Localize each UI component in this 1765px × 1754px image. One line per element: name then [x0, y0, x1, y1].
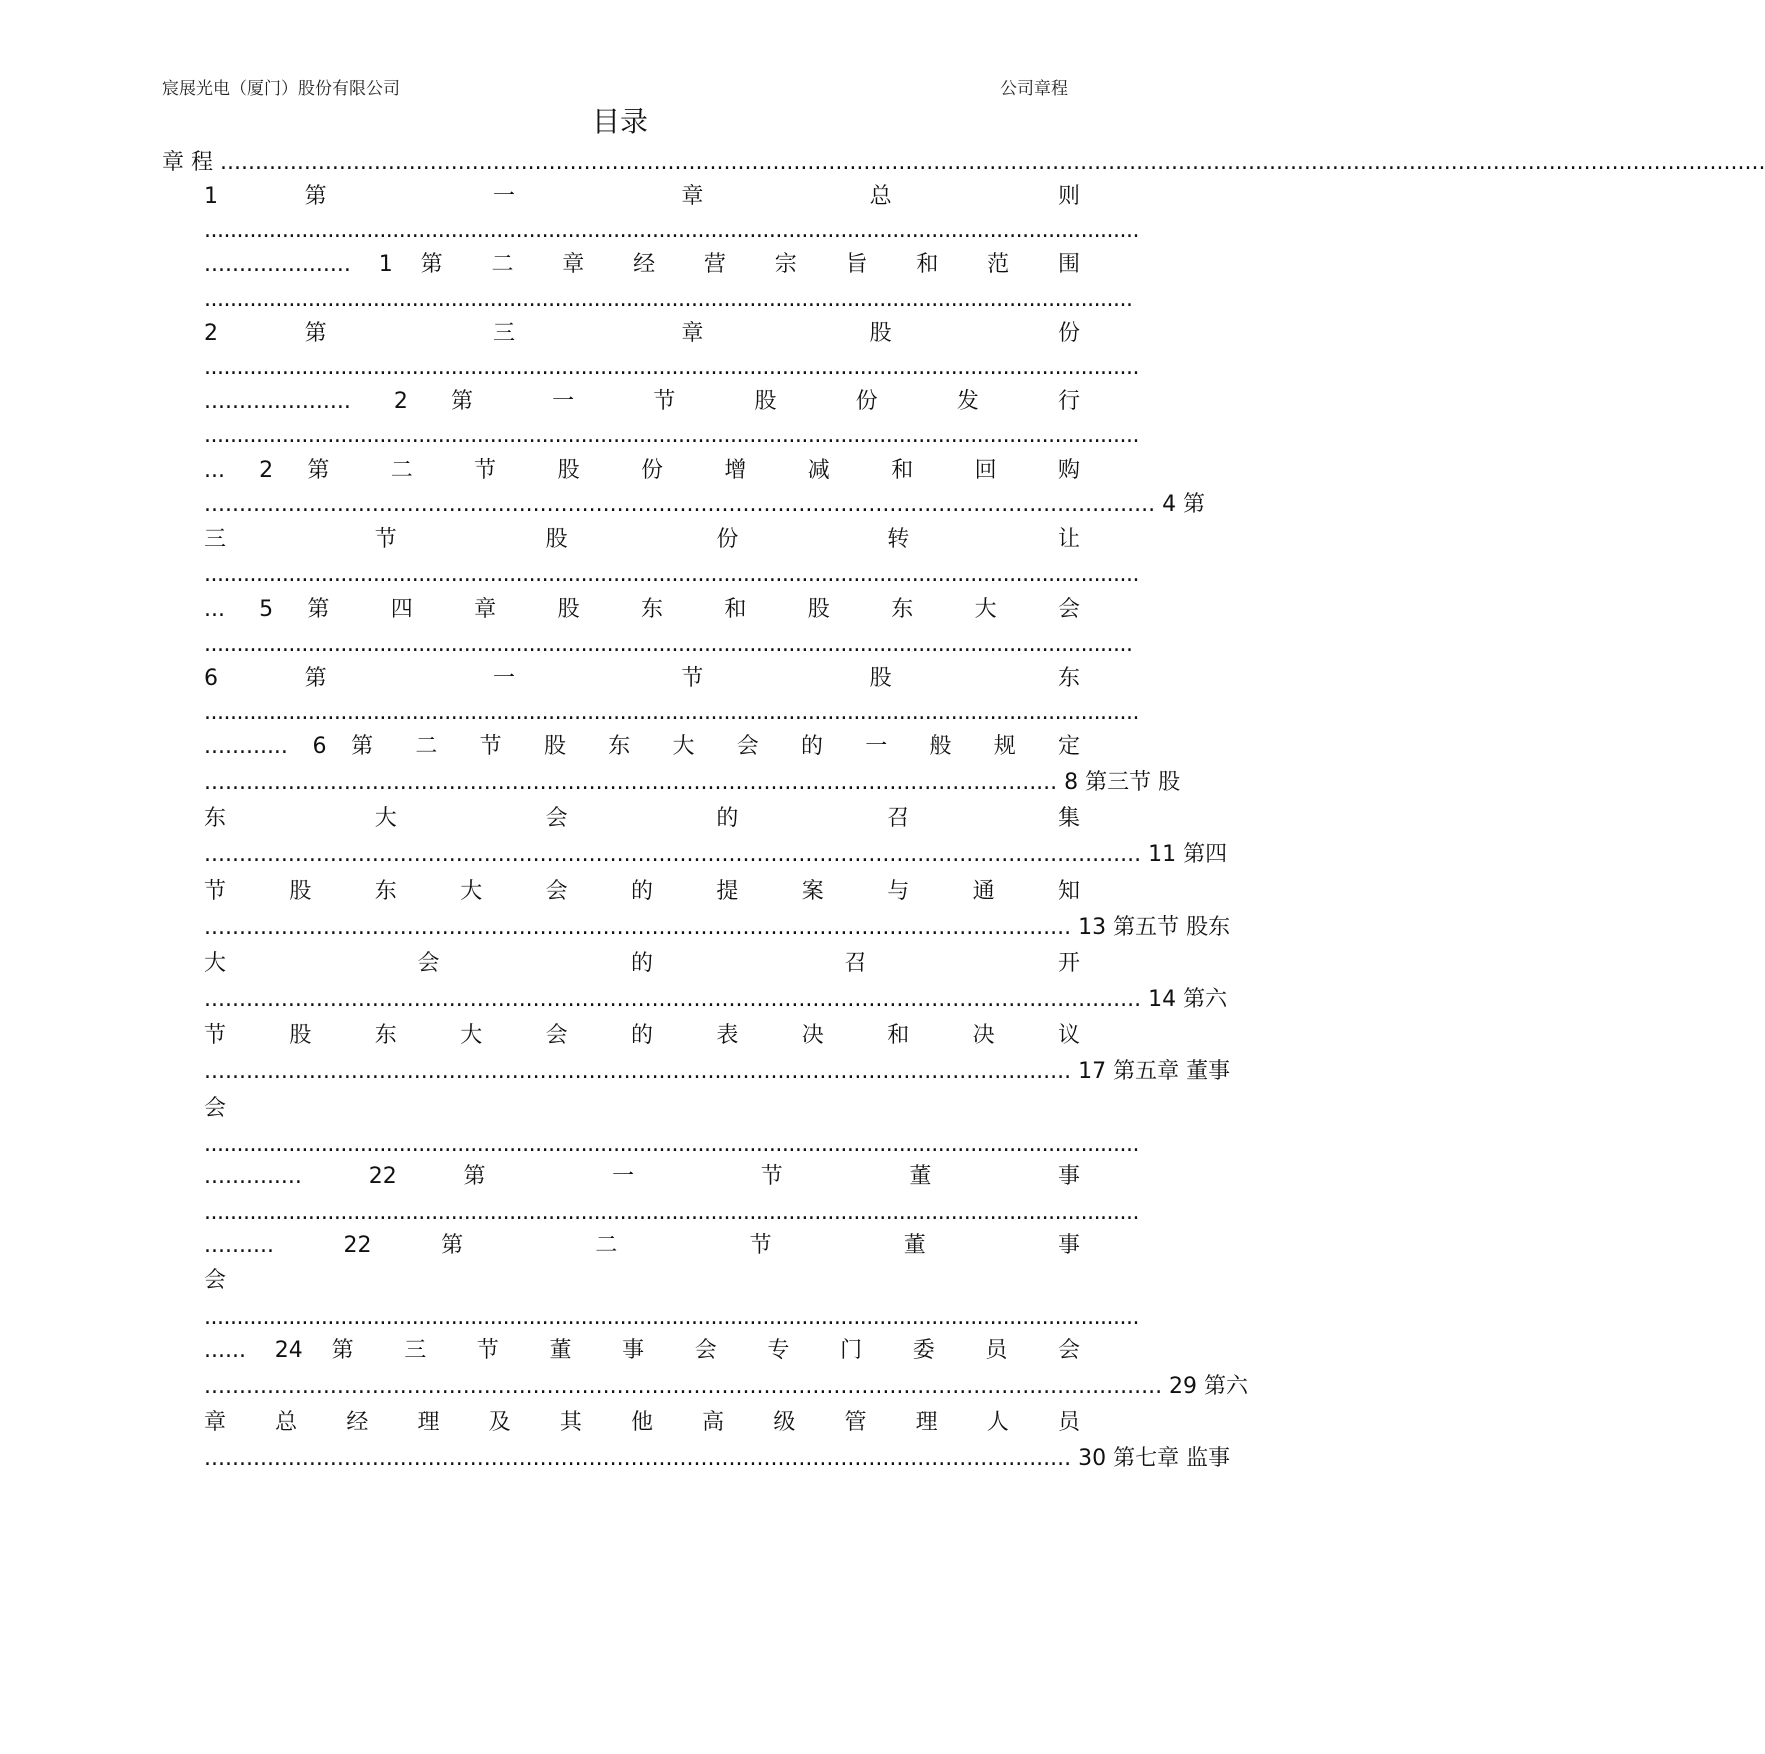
toc-line: ................................................................................................................................................: [204, 700, 1140, 725]
toc-line: ...... 24 第 三 节 董 事 会 专 门 委 员 会: [204, 1338, 1080, 1363]
toc-line: 2 第 三 章 股 份: [204, 321, 1080, 346]
toc-line: 章 总 经 理 及 其 他 高 级 管 理 人 员: [204, 1410, 1080, 1435]
toc-line: 6 第 一 节 股 东: [204, 666, 1080, 691]
toc-line: ........................................................................................................................................ 4 第: [204, 492, 1206, 517]
header-company-name: 宸展光电（厦门）股份有限公司: [162, 79, 400, 99]
toc-line: ...............................................................................................................................................: [204, 287, 1133, 312]
toc-line: ............ 6 第 二 节 股 东 大 会 的 一 般 规 定: [204, 734, 1080, 759]
toc-line: 大 会 的 召 开: [204, 951, 1080, 976]
toc-line: 三 节 股 份 转 让: [204, 527, 1080, 552]
toc-line: ... 2 第 二 节 股 份 增 减 和 回 购: [204, 458, 1080, 483]
toc-line: 会: [204, 1096, 227, 1121]
toc-line: ...................................................................................................................................... 14 第六: [204, 987, 1228, 1012]
toc-line: 会: [204, 1268, 227, 1293]
toc-line: 节 股 东 大 会 的 提 案 与 通 知: [204, 879, 1080, 904]
toc-line: ..................... 2 第 一 节 股 份 发 行: [204, 389, 1080, 414]
toc-line: .............. 22 第 一 节 董 事: [204, 1164, 1080, 1189]
toc-line: 东 大 会 的 召 集: [204, 806, 1080, 831]
toc-line: 章 程 .............................................................................................................................................................................................................................: [162, 150, 1765, 175]
toc-line: ................................................................................................................................................: [204, 1200, 1140, 1225]
toc-line: ...................................................................................................................................... 11 第四: [204, 842, 1228, 867]
toc-line: ...............................................................................................................................................: [204, 632, 1133, 657]
toc-line: ............................................................................................................................ 17 第五章 董事: [204, 1059, 1231, 1084]
toc-line: .......... 22 第 二 节 董 事: [204, 1233, 1080, 1258]
toc-line: ..................... 1 第 二 章 经 营 宗 旨 和 范 围: [204, 252, 1080, 277]
toc-line: ................................................................................................................................................: [204, 423, 1140, 448]
toc-line: ................................................................................................................................................: [204, 1132, 1140, 1157]
toc-line: ................................................................................................................................................: [204, 218, 1140, 243]
toc-line: .......................................................................................................................... 8 第三节 股: [204, 770, 1181, 795]
toc-line: ............................................................................................................................ 13 第五节 股东: [204, 915, 1231, 940]
toc-line: ... 5 第 四 章 股 东 和 股 东 大 会: [204, 597, 1080, 622]
toc-line: ................................................................................................................................................: [204, 562, 1140, 587]
toc-line: ................................................................................................................................................: [204, 355, 1140, 380]
toc-line: ................................................................................................................................................: [204, 1305, 1140, 1330]
toc-line: 节 股 东 大 会 的 表 决 和 决 议: [204, 1023, 1080, 1048]
toc-title: 目录: [591, 105, 648, 138]
header-document-type: 公司章程: [1000, 79, 1068, 99]
toc-line: ......................................................................................................................................... 29 第六: [204, 1374, 1249, 1399]
toc-line: 1 第 一 章 总 则: [204, 184, 1080, 209]
toc-line: ............................................................................................................................ 30 第七章 监事: [204, 1446, 1231, 1471]
